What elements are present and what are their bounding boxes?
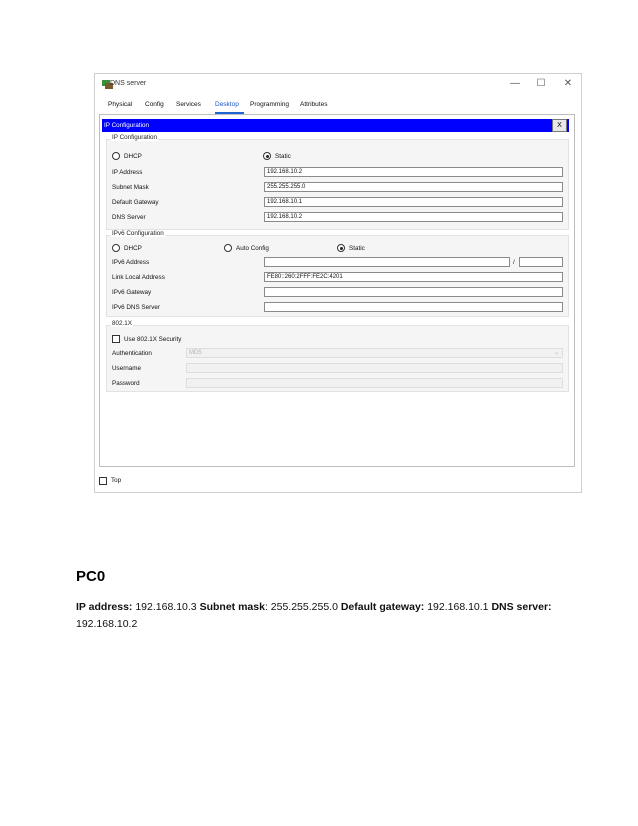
- ipv6-dns-server-field[interactable]: [264, 302, 563, 312]
- subnet-mask-field[interactable]: 255.255.255.0: [264, 182, 563, 192]
- ipv6-static-label: Static: [349, 245, 365, 252]
- subnet-mask-label: Subnet Mask: [112, 184, 149, 191]
- ipv6-address-label: IPv6 Address: [112, 259, 150, 266]
- tab-programming[interactable]: Programming: [250, 101, 290, 108]
- dhcp-radio[interactable]: [112, 152, 120, 160]
- dhcp-label: DHCP: [124, 153, 142, 160]
- ipv6-prefix-field[interactable]: [519, 257, 563, 267]
- tab-physical[interactable]: Physical: [108, 101, 133, 108]
- password-label: Password: [112, 380, 140, 387]
- ip-configuration-header-title: IP Configuration: [104, 122, 150, 129]
- ip-address-doc-value: 192.168.10.3: [135, 601, 197, 613]
- dns-server-doc-label: DNS server:: [491, 601, 552, 613]
- minimize-button[interactable]: —: [510, 78, 520, 89]
- pc0-description: [76, 599, 576, 633]
- default-gateway-label: Default Gateway: [112, 199, 159, 206]
- ip-address-label: IP Address: [112, 169, 143, 176]
- dns-server-field[interactable]: 192.168.10.2: [264, 212, 563, 222]
- use-8021x-label: Use 802.1X Security: [124, 336, 182, 343]
- use-8021x-checkbox[interactable]: [112, 335, 120, 343]
- link-local-address-label: Link Local Address: [112, 274, 165, 281]
- chevron-down-icon: ⌄: [553, 350, 559, 356]
- ipv6-static-radio[interactable]: [337, 244, 345, 252]
- ip-address-doc-label: IP address:: [76, 601, 133, 613]
- default-gateway-doc-value: 192.168.10.1: [427, 601, 489, 613]
- ipv6-dns-server-label: IPv6 DNS Server: [112, 304, 160, 311]
- ip-configuration-header: [102, 119, 569, 132]
- tab-attributes[interactable]: Attributes: [300, 101, 328, 108]
- ipv6-auto-config-label: Auto Config: [236, 245, 269, 252]
- dns-server-doc-value: 192.168.10.2: [76, 618, 138, 630]
- ipv6-dhcp-label: DHCP: [124, 245, 142, 252]
- ipv6-auto-config-radio[interactable]: [224, 244, 232, 252]
- prefix-separator: /: [513, 259, 515, 266]
- username-label: Username: [112, 365, 142, 372]
- default-gateway-field[interactable]: 192.168.10.1: [264, 197, 563, 207]
- subnet-mask-doc-label: Subnet mask: [199, 601, 265, 613]
- password-field: [186, 378, 563, 388]
- tab-bar: [95, 100, 581, 114]
- title-bar: [95, 74, 581, 94]
- default-gateway-doc-label: Default gateway:: [340, 601, 425, 613]
- authentication-value: MD5: [189, 350, 202, 356]
- dns-server-label: DNS Server: [112, 214, 146, 221]
- dns-server-window: [94, 73, 582, 493]
- close-button[interactable]: ✕: [563, 78, 573, 89]
- ipv6-gateway-field[interactable]: [264, 287, 563, 297]
- ip-configuration-close-button[interactable]: X: [552, 119, 567, 132]
- ip-configuration-section-title: IP Configuration: [112, 134, 158, 141]
- window-title: DNS server: [110, 80, 147, 87]
- ipv6-dhcp-radio[interactable]: [112, 244, 120, 252]
- authentication-label: Authentication: [112, 350, 152, 357]
- top-checkbox[interactable]: [99, 477, 107, 485]
- link-local-address-field[interactable]: FE80::260:2FFF:FE2C:4201: [264, 272, 563, 282]
- static-label: Static: [275, 153, 291, 160]
- top-label: Top: [111, 477, 122, 484]
- authentication-select: [186, 348, 563, 358]
- ipv6-address-field[interactable]: [264, 257, 510, 267]
- dot1x-section-title: 802.1X: [112, 320, 132, 327]
- maximize-button[interactable]: ☐: [536, 78, 546, 89]
- ipv6-configuration-section-title: IPv6 Configuration: [112, 230, 164, 237]
- tab-desktop[interactable]: Desktop: [215, 101, 239, 108]
- username-field: [186, 363, 563, 373]
- ipv6-gateway-label: IPv6 Gateway: [112, 289, 152, 296]
- tab-config[interactable]: Config: [145, 101, 164, 108]
- static-radio[interactable]: [263, 152, 271, 160]
- tab-services[interactable]: Services: [176, 101, 201, 108]
- ip-address-field[interactable]: 192.168.10.2: [264, 167, 563, 177]
- pc0-heading: PC0: [76, 568, 106, 585]
- subnet-mask-doc-value: : 255.255.255.0: [264, 601, 338, 613]
